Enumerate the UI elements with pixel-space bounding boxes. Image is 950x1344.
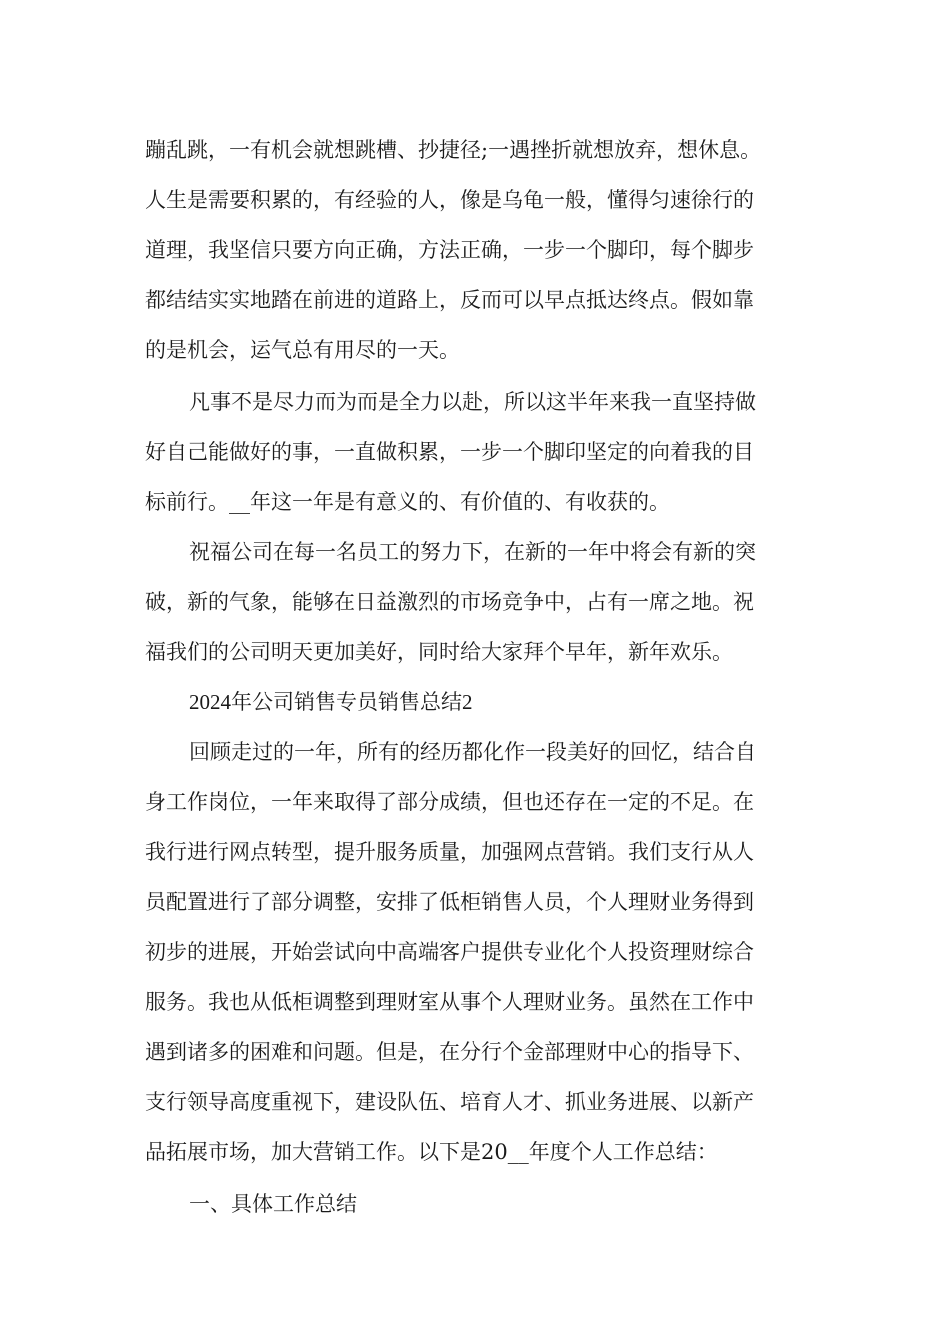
paragraph-line: 的是机会，运气总有用尽的一天。 — [145, 338, 460, 362]
paragraph-line: 祝福公司在每一名员工的努力下，在新的一年中将会有新的突 — [189, 540, 756, 564]
paragraph-line: 凡事不是尽力而为而是全力以赴，所以这半年来我一直坚持做 — [189, 390, 756, 414]
paragraph-line: 员配置进行了部分调整，安排了低柜销售人员，个人理财业务得到 — [145, 890, 754, 914]
paragraph-line: 遇到诸多的困难和问题。但是，在分行个金部理财中心的指导下、 — [145, 1040, 754, 1064]
section-heading: 一、具体工作总结 — [189, 1192, 357, 1216]
section-title: 2024年公司销售专员销售总结2 — [189, 690, 473, 714]
paragraph-line: 人生是需要积累的，有经验的人，像是乌龟一般，懂得匀速徐行的 — [145, 188, 754, 212]
paragraph-line: 蹦乱跳，一有机会就想跳槽、抄捷径;一遇挫折就想放弃，想休息。 — [145, 138, 762, 162]
paragraph-line: 我行进行网点转型，提升服务质量，加强网点营销。我们支行从人 — [145, 840, 754, 864]
paragraph-line: 破，新的气象，能够在日益激烈的市场竞争中，占有一席之地。祝 — [145, 590, 754, 614]
paragraph-line: 好自己能做好的事，一直做积累，一步一个脚印坚定的向着我的目 — [145, 440, 754, 464]
paragraph-line: 支行领导高度重视下，建设队伍、培育人才、抓业务进展、以新产 — [145, 1090, 754, 1114]
paragraph-line: 道理，我坚信只要方向正确，方法正确，一步一个脚印，每个脚步 — [145, 238, 754, 262]
paragraph-line: 服务。我也从低柜调整到理财室从事个人理财业务。虽然在工作中 — [145, 990, 754, 1014]
paragraph-line: 初步的进展，开始尝试向中高端客户提供专业化个人投资理财综合 — [145, 940, 754, 964]
paragraph-line: 都结结实实地踏在前进的道路上，反而可以早点抵达终点。假如靠 — [145, 288, 754, 312]
paragraph-line: 身工作岗位，一年来取得了部分成绩，但也还存在一定的不足。在 — [145, 790, 754, 814]
paragraph-line: 品拓展市场，加大营销工作。以下是20__年度个人工作总结： — [145, 1140, 718, 1164]
paragraph-line: 回顾走过的一年，所有的经历都化作一段美好的回忆，结合自 — [189, 740, 756, 764]
paragraph-line: 标前行。__年这一年是有意义的、有价值的、有收获的。 — [145, 490, 670, 514]
paragraph-line: 福我们的公司明天更加美好，同时给大家拜个早年，新年欢乐。 — [145, 640, 733, 664]
